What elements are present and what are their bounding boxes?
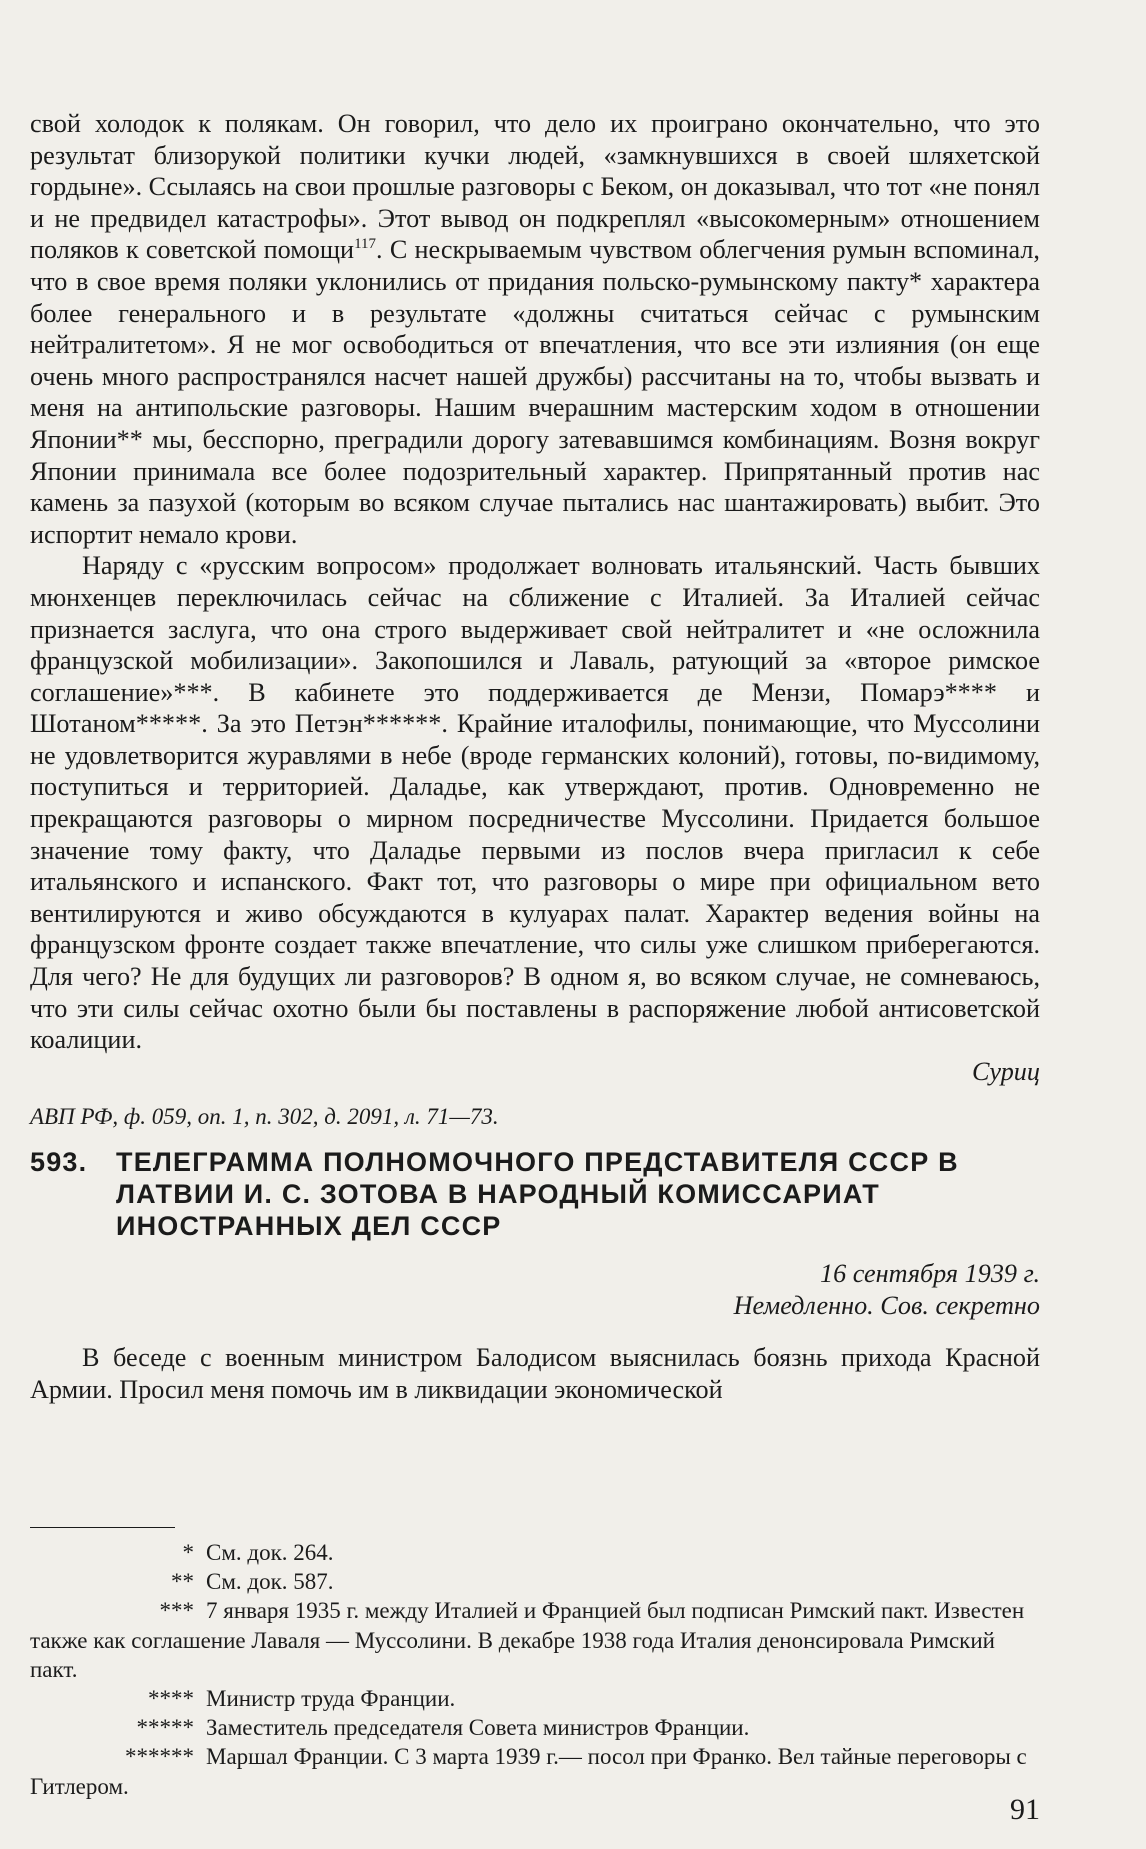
document-number: 593. (30, 1147, 88, 1177)
footnote-text: 7 января 1935 г. между Италией и Францией был подписан Римский пакт. Известен также как соглашение Лаваля — Муссолини. В декабре 1938 года Италия денонсировала Римский пакт. (30, 1598, 1025, 1682)
footnote-mark: **** (148, 1686, 194, 1712)
endnote-ref-117: 117 (354, 236, 377, 253)
archive-reference: АВП РФ, ф. 059, оп. 1, п. 302, д. 2091, л. 71—73. (30, 1104, 499, 1130)
footnote (30, 1742, 1040, 1800)
paragraph-1-part-2: . С нескрываемым чувством облегчения румын вспоминал, что в свое время поляки уклонились от придания польско-румынскому пакту* характера более генерального и в результате «должны считаться сейчас с румынским нейтралитетом». Я не мог освободиться от впечатления, что все эти излияния (он еще очень много распространялся насчет нашей дружбы) рассчитаны на то, чтобы вызвать и меня на антипольские разговоры. Нашим вчерашним мастерским ходом в отношении Японии** мы, бесспорно, преградили дорогу затевавшимся комбинациям. Возня вокруг Японии принимала все более подозрительный характер. Припрятанный против нас камень за пазухой (которым во всяком случае пытались нас шантажировать) выбит. Это испортит немало крови. (30, 235, 1040, 549)
footnote (30, 1684, 1040, 1713)
footnote-mark: ****** (125, 1744, 194, 1770)
footnote-text: Министр труда Франции. (206, 1686, 456, 1712)
footnote-mark: ***** (136, 1715, 194, 1741)
document-text: В беседе с военным министром Балодисом выяснилась боязнь прихода Красной Армии. Просил меня помочь им в ликвидации экономической (30, 1343, 1040, 1404)
signature: Суриц (971, 1056, 1040, 1086)
footnote (30, 1713, 1040, 1742)
classification-stamp: Немедленно. Сов. секретно (733, 1290, 1040, 1320)
document-date: 16 сентября 1939 г. (819, 1259, 1040, 1288)
footnote-text: См. док. 264. (206, 1540, 334, 1565)
paragraph-1 (30, 108, 1040, 550)
footnote-mark: ** (171, 1569, 194, 1595)
footnote (30, 1596, 1040, 1684)
footnote (30, 1538, 1040, 1567)
footnote-mark: * (182, 1540, 194, 1565)
paragraph-2: Наряду с «русским вопросом» продолжает волновать итальянский. Часть бывших мюнхенцев переключилась сейчас на сближение с Италией. За Италией сейчас признается заслуга, что она строго выдерживает свой нейтралитет и «не осложнила французской мобилизации». Закопошился и Лаваль, ратующий за «второе римское соглашение»***. В кабинете это поддерживается де Мензи, Помарэ**** и Шотаном*****. За это Петэн******. Крайние италофилы, понимающие, что Муссолини не удовлетворится журавлями в небе (вроде германских колоний), готовы, по-видимому, поступиться и территорией. Даладье, как утверждают, против. Одновременно не прекращаются разговоры о мирном посредничестве Муссолини. Придается большое значение тому факту, что Даладье первыми из послов вчера пригласил к себе итальянского и испанского. Факт тот, что разговоры о мире при официальном вето вентилируются и живо обсуждаются в кулуарах палат. Характер ведения войны на французском фронте создает также впечатление, что силы уже слишком приберегаются. Для чего? Не для будущих ли разговоров? В одном я, во всяком случае, не сомневаюсь, что эти силы сейчас охотно были бы поставлены в распоряжение любой антисоветской коалиции. (30, 551, 1040, 1055)
document-title: ТЕЛЕГРАММА ПОЛНОМОЧНОГО ПРЕДСТАВИТЕЛЯ СССР В ЛАТВИИ И. С. ЗОТОВА В НАРОДНЫЙ КОМИССАРИАТ ИНОСТРАННЫХ ДЕЛ СССР (116, 1147, 959, 1241)
footnote (30, 1567, 1040, 1596)
footnote-text: Заместитель председателя Совета министров Франции. (206, 1715, 750, 1741)
paragraph-1-part-1: свой холодок к полякам. Он говорил, что дело их проиграно окончательно, что это результат близорукой политики кучки людей, «замкнувшихся в своей шляхетской гордыне». Ссылаясь на свои прошлые разговоры с Беком, он доказывал, что тот «не понял и не предвидел катастрофы». Этот вывод он подкреплял «высокомерным» отношением поляков к советской помощи (30, 109, 1040, 265)
footnote-text: См. док. 587. (206, 1569, 334, 1595)
main-text (30, 108, 1040, 1405)
footnote-text: Маршал Франции. С 3 марта 1939 г.— посол при Франко. Вел тайные переговоры с Гитлером. (30, 1744, 1027, 1799)
footnotes (30, 1538, 1040, 1801)
page-number: 91 (1010, 1793, 1040, 1826)
document-heading (30, 1146, 1040, 1242)
footnote-divider (30, 1527, 175, 1528)
footnote-mark: *** (159, 1598, 194, 1624)
